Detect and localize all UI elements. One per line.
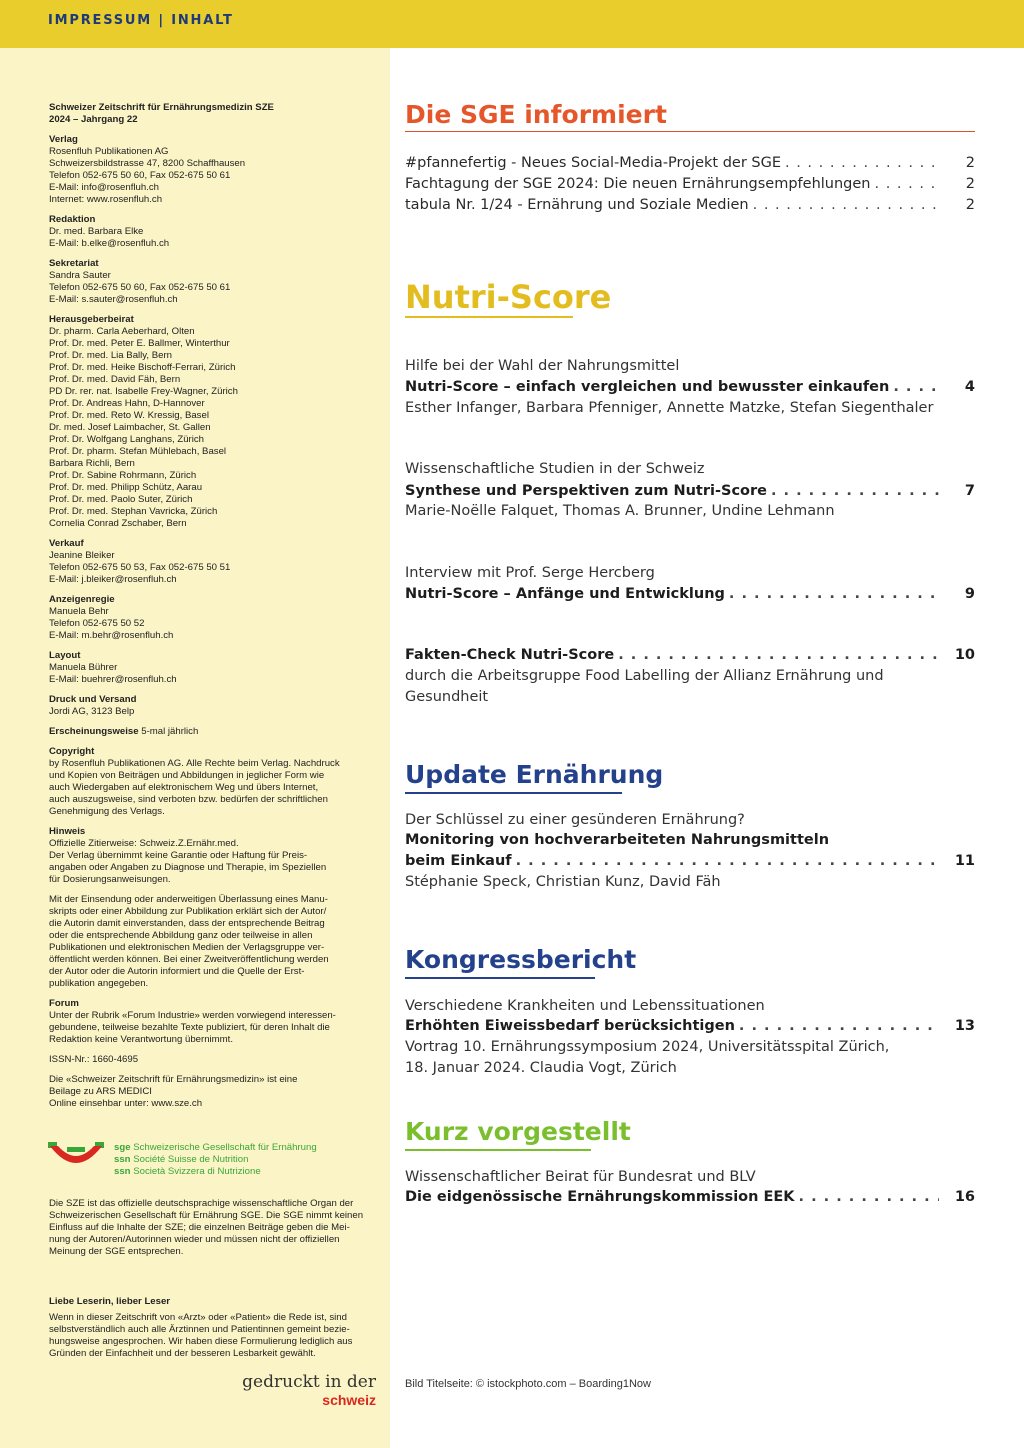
article-authors: Esther Infanger, Barbara Pfenniger, Annette Matzke, Stefan Siegenthaler (405, 400, 934, 416)
article-title: Monitoring von hochverarbeiteten Nahrungsmitteln (405, 832, 830, 848)
erscheinungsweise-block: Erscheinungsweise 5-mal jährlich (49, 726, 199, 737)
sge-mark-icon (48, 1140, 104, 1170)
article-authors: Marie-Noëlle Falquet, Thomas A. Brunner, Undine Lehmann (405, 503, 835, 519)
section-underline (405, 1149, 591, 1151)
sge-logo (48, 1140, 348, 1184)
toc-entry[interactable]: Erhöhten Eiweissbedarf berücksichtigen . . . 13 (405, 1016, 975, 1036)
cover-image-credit: Bild Titelseite: © istockphoto.com – Boarding1Now (405, 1378, 651, 1390)
article-authors: durch die Arbeitsgruppe Food Labelling der Allianz Ernährung und (405, 668, 884, 684)
article-kicker: Interview mit Prof. Serge Hercberg (405, 565, 655, 581)
toc-entry[interactable]: Synthese und Perspektiven zum Nutri-Score . . . 7 (405, 481, 975, 501)
layout-email-link[interactable]: E-Mail: buehrer@rosenfluh.ch (49, 674, 177, 685)
redaktion-block: Redaktion Dr. med. Barbara Elke E-Mail: b.elke@rosenfluh.ch (49, 214, 374, 250)
verlag-email-link[interactable]: E-Mail: info@rosenfluh.ch (49, 182, 159, 193)
section-title-nutri-score: Nutri-Score (405, 278, 612, 316)
section-title-kurz: Kurz vorgestellt (405, 1117, 631, 1146)
section-title-sge: Die SGE informiert (405, 100, 667, 129)
anzeigenregie-block: Anzeigenregie Manuela Behr Telefon 052-675 50 52 E-Mail: m.behr@rosenfluh.ch (49, 594, 374, 642)
toc-entry[interactable]: Fakten-Check Nutri-Score . . . 10 (405, 645, 975, 665)
section-underline (405, 977, 595, 979)
section-title-update: Update Ernährung (405, 760, 664, 789)
issn: ISSN-Nr.: 1660-4695 (49, 1054, 139, 1065)
section-underline (405, 792, 622, 794)
toc-entry[interactable]: Die eidgenössische Ernährungskommission EEK . . . 16 (405, 1187, 975, 1207)
toc-entry[interactable]: beim Einkauf . . . 11 (405, 851, 975, 871)
verlag-website-link[interactable]: Internet: www.rosenfluh.ch (49, 194, 163, 205)
impressum-block (49, 102, 374, 1118)
layout-block: Layout Manuela Bührer E-Mail: buehrer@rosenfluh.ch (49, 650, 374, 686)
article-kicker: Verschiedene Krankheiten und Lebenssituationen (405, 998, 765, 1014)
verkauf-email-link[interactable]: E-Mail: j.bleiker@rosenfluh.ch (49, 574, 177, 585)
anzeigen-email-link[interactable]: E-Mail: m.behr@rosenfluh.ch (49, 630, 174, 641)
section-underline (405, 316, 573, 318)
article-authors: Stéphanie Speck, Christian Kunz, David Fäh (405, 874, 721, 890)
article-kicker: Der Schlüssel zu einer gesünderen Ernährung? (405, 812, 745, 828)
section-title-kongress: Kongressbericht (405, 945, 637, 974)
toc-entry[interactable]: Fachtagung der SGE 2024: Die neuen Ernährungsempfehlungen . . . 2 (405, 174, 975, 194)
article-kicker: Hilfe bei der Wahl der Nahrungsmittel (405, 358, 680, 374)
article-kicker: Wissenschaftlicher Beirat für Bundesrat und BLV (405, 1169, 756, 1185)
copyright-block: Copyright by Rosenfluh Publikationen AG. Alle Rechte beim Verlag. Nachdruck und Kopien von Beiträgen und Abbildungen in jeglicher Form wie auch Wiedergaben auf elektronischem Weg und übers Internet, auch auszugsweise, sind verboten bzw. bedürfen der schriftlichen Genehmigung des Verlags. (49, 746, 340, 817)
section-header-label: IMPRESSUM | INHALT (48, 13, 234, 28)
sze-website-link[interactable]: Online einsehbar unter: www.sze.ch (49, 1098, 203, 1109)
sekretariat-email-link[interactable]: E-Mail: s.sauter@rosenfluh.ch (49, 294, 178, 305)
printed-in-switzerland-logo: gedruckt in der schweiz (242, 1372, 376, 1408)
einsendung-block: Mit der Einsendung oder anderweitigen Überlassung eines Manu- skripts oder einer Abbildung zur Publikation erklärt sich der Autor/ die Autorin damit einverstanden, dass der entsprechende Beitrag oder die entsprechende Abbildung ganz oder teilweise in allen Publikationen und elektronischen Medien der Verlagsgruppe ver- öffentlicht werden können. Bei einer Zweitveröffentlichung werden der Autor oder die Autorin informiert und die Quelle der Erst- publikation angegeben. (49, 894, 329, 989)
druck-block: Druck und Versand Jordi AG, 3123 Belp (49, 694, 137, 717)
toc-entry[interactable]: Nutri-Score – einfach vergleichen und bewusster einkaufen . . . 4 (405, 377, 975, 397)
sze-about-text: Die SZE ist das offizielle deutschsprachige wissenschaftliche Organ der Schweizerischen Gesellschaft für Ernährung SGE. Die SGE nimmt keinen Einfluss auf die Inhalte der SZE; die einzelnen Beiträge geben die Mei- nung der Autoren/Autorinnen wieder und müssen nicht der offiziellen Meinung der SGE entsprechen. (49, 1198, 364, 1257)
header-bar (0, 0, 1024, 48)
article-authors: 18. Januar 2024. Claudia Vogt, Zürich (405, 1060, 677, 1076)
toc-entry[interactable]: Nutri-Score – Anfänge und Entwicklung . . . 9 (405, 584, 975, 604)
toc-entry[interactable]: #pfannefertig - Neues Social-Media-Projekt der SGE . . . 2 (405, 153, 975, 173)
toc-entry[interactable]: tabula Nr. 1/24 - Ernährung und Soziale Medien . . . 2 (405, 195, 975, 215)
forum-block: Forum Unter der Rubrik «Forum Industrie» werden vorwiegend interessen- gebundene, teilweise bezahlte Texte publiziert, für deren Inhalt die Redaktion keine Verantwortung übernimmt. (49, 998, 336, 1045)
section-divider (405, 131, 975, 132)
article-authors: Gesundheit (405, 689, 489, 705)
article-kicker: Wissenschaftliche Studien in der Schweiz (405, 461, 705, 477)
beilage-block: Die «Schweizer Zeitschrift für Ernährungsmedizin» ist eine Beilage zu ARS MEDICI Online einsehbar unter: www.sze.ch (49, 1074, 374, 1110)
sge-logo-text: sge Schweizerische Gesellschaft für Ernährung ssn Société Suisse de Nutrition ssn Società Svizzera di Nutrizione (114, 1142, 317, 1177)
redaktion-email-link[interactable]: E-Mail: b.elke@rosenfluh.ch (49, 238, 170, 249)
verkauf-block: Verkauf Jeanine Bleiker Telefon 052-675 50 53, Fax 052-675 50 51 E-Mail: j.bleiker@rosenfluh.ch (49, 538, 374, 586)
reader-note: Liebe Leserin, lieber Leser Wenn in dieser Zeitschrift von «Arzt» oder «Patient» die Rede ist, sind selbstverständlich auch alle Ärztinnen und Patientinnen gemeint bezie- hungsweise angesprochen. Wir haben diese Formulierung lediglich aus Gründen der Einfachheit und der besseren Lesbarkeit gewählt. (49, 1296, 353, 1359)
sekretariat-block: Sekretariat Sandra Sauter Telefon 052-675 50 60, Fax 052-675 50 61 E-Mail: s.sauter@rosenfluh.ch (49, 258, 374, 306)
article-authors: Vortrag 10. Ernährungssymposium 2024, Universitätsspital Zürich, (405, 1039, 890, 1055)
herausgeberbeirat-block: Herausgeberbeirat Dr. pharm. Carla Aeberhard, Olten Prof. Dr. med. Peter E. Ballmer, Winterthur Prof. Dr. med. Lia Bally, Bern Prof. Dr. med. Heike Bischoff-Ferrari, Zürich Prof. Dr. med. David Fäh, Bern PD Dr. rer. nat. Isabelle Frey-Wagner, Zürich Prof. Dr. Andreas Hahn, D-Hannover Prof. Dr. med. Reto W. Kressig, Basel Dr. med. Josef Laimbacher, St. Gallen Prof. Dr. Wolfgang Langhans, Zürich Prof. Dr. pharm. Stefan Mühlebach, Basel Barbara Richli, Bern Prof. Dr. Sabine Rohrmann, Zürich Prof. Dr. med. Philipp Schütz, Aarau Prof. Dr. med. Paolo Suter, Zürich Prof. Dr. med. Stephan Vavricka, Zürich Cornelia Conrad Zschaber, Bern (49, 314, 238, 529)
verlag-block: Verlag Rosenfluh Publikationen AG Schweizersbildstrasse 47, 8200 Schaffhausen Telefon 052-675 50 60, Fax 052-675 50 61 E-Mail: info@rosenfluh.ch Internet: www.rosenfluh.ch (49, 134, 374, 206)
hinweis-block: Hinweis Offizielle Zitierweise: Schweiz.Z.Ernähr.med. Der Verlag übernimmt keine Garantie oder Haftung für Preis- angaben oder Angaben zu Diagnose und Therapie, im Speziellen für Dosierungsanweisungen. (49, 826, 327, 885)
journal-title: Schweizer Zeitschrift für Ernährungsmedizin SZE 2024 – Jahrgang 22 (49, 102, 274, 125)
